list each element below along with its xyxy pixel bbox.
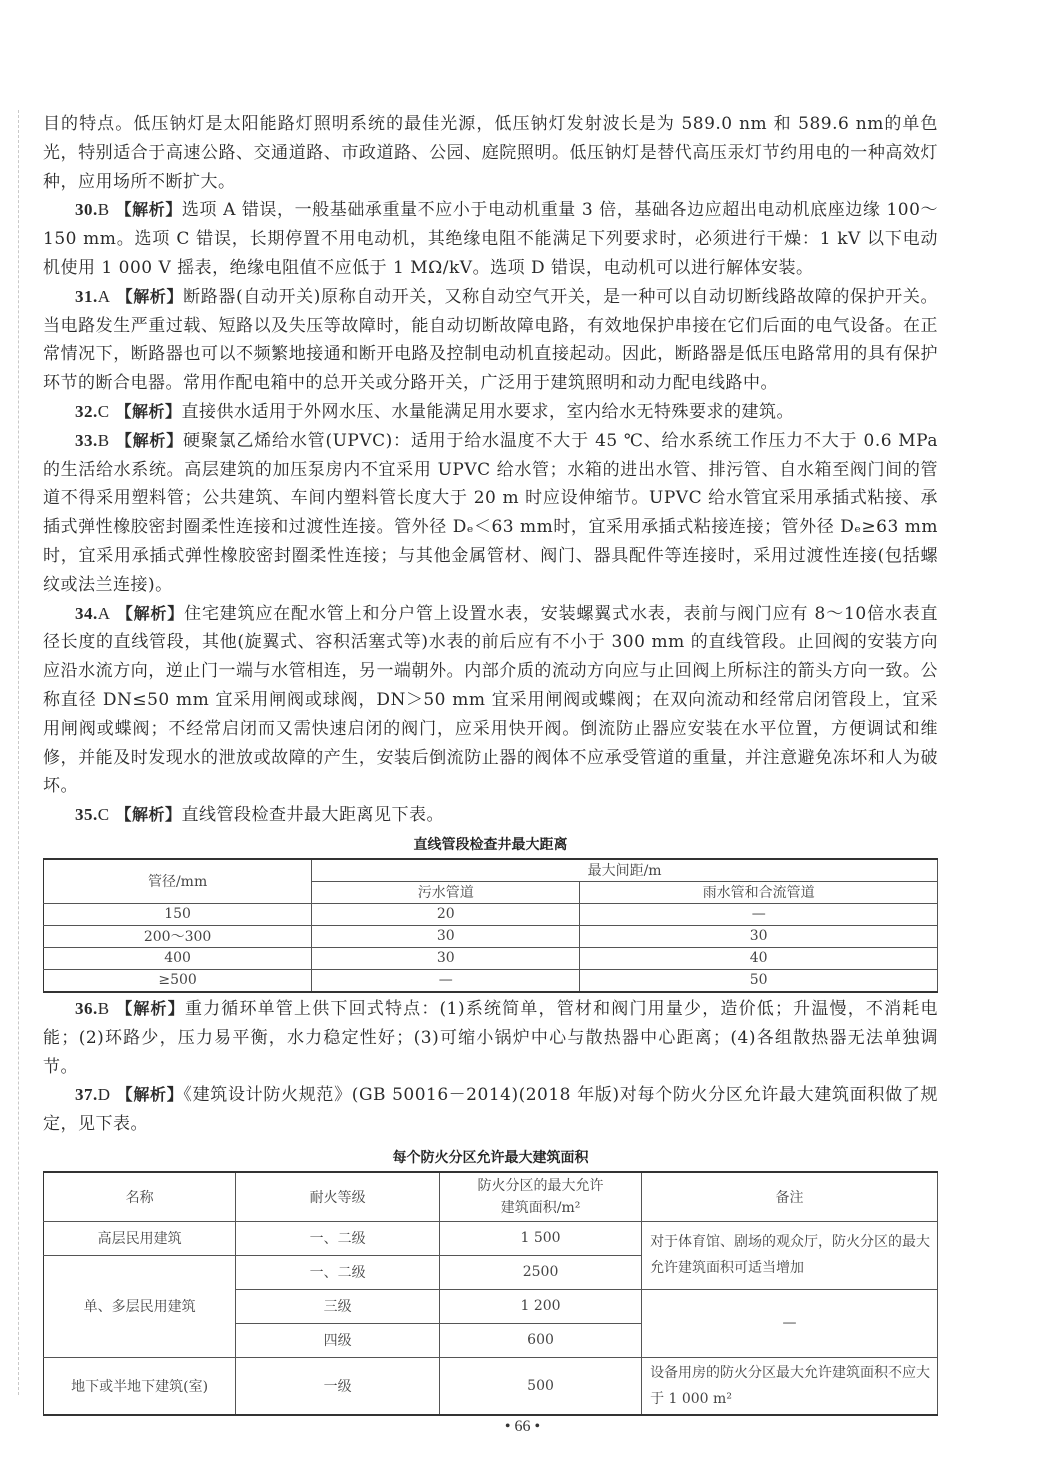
table-title-fire-compartment: 每个防火分区允许最大建筑面积 xyxy=(392,1149,589,1166)
page-content xyxy=(43,110,938,1416)
cell-note: — xyxy=(642,1289,938,1357)
question-number: 36. xyxy=(75,998,98,1018)
answer-letter: A xyxy=(97,286,111,306)
analysis-tag: 【解析】 xyxy=(115,805,182,825)
margin-guide-line xyxy=(18,110,19,1395)
analysis-tag: 【解析】 xyxy=(115,200,182,220)
header-notes: 备注 xyxy=(642,1172,938,1222)
table-row xyxy=(44,1357,938,1415)
cell-sewage: 20 xyxy=(312,903,580,925)
analysis-text: 直线管段检查井最大距离见下表。 xyxy=(181,805,445,826)
cell-area: 1 500 xyxy=(440,1221,642,1255)
answer-letter: B xyxy=(97,430,110,450)
analysis-text: 硬聚氯乙烯给水管(UPVC)：适用于给水温度不大于 45 ℃、给水系统工作压力不大于 0.6 MPa 的生活给水系统。高层建筑的加压泵房内不宜采用 UPVC 给水管；水箱的进出水管、排污管、自水箱至阀门间的管道不得采用塑料管；公共建筑、车间内塑料管长度大于 20 m 时应设伸缩节。UPVC 给水管宜采用承插式粘接、承插式弹性橡胶密封圈柔性连接和过渡性连接。管外径 Dₑ＜63 mm时，宜采用承插式粘接连接；管外径 Dₑ≥63 mm 时，宜采用承插式弹性橡胶密封圈柔性连接；与其他金属管材、阀门、器具配件等连接时，采用过渡性连接(包括螺纹或法兰连接)。 xyxy=(43,430,938,595)
header-max-area-line1: 防火分区的最大允许 xyxy=(477,1177,604,1194)
analysis-tag: 【解析】 xyxy=(115,430,184,450)
page-number: • 66 • xyxy=(504,1418,541,1435)
question-number: 32. xyxy=(75,401,98,421)
answer-36 xyxy=(43,995,938,1081)
paragraph-continuation: 目的特点。低压钠灯是太阳能路灯照明系统的最佳光源，低压钠灯发射波长是为 589.0 nm 和 589.6 nm的单色光，特别适合于高速公路、交通道路、市政道路、公园、庭院照明。低压钠灯是替代高压汞灯节约用电的一种高效灯种，应用场所不断扩大。 xyxy=(43,114,938,192)
analysis-text: 断路器(自动开关)原称自动开关，又称自动空气开关，是一种可以自动切断线路故障的保护开关。当电路发生严重过载、短路以及失压等故障时，能自动切断故障电路，有效地保护串接在它们后面的电气设备。在正常情况下，断路器也可以不频繁地接通和断开电路及控制电动机直接起动。因此，断路器是低压电路常用的具有保护环节的断合电器。常用作配电箱中的总开关或分路开关，广泛用于建筑照明和动力配电线路中。 xyxy=(43,286,938,394)
cell-grade: 四级 xyxy=(236,1323,440,1357)
cell-sewage: 30 xyxy=(312,947,580,969)
answer-34 xyxy=(43,600,938,802)
question-number: 34. xyxy=(75,603,98,623)
cell-rain: 40 xyxy=(580,947,938,969)
cell-rain: — xyxy=(580,903,938,925)
cell-diameter: 400 xyxy=(44,947,312,969)
cell-rain: 50 xyxy=(580,969,938,992)
header-rain-combined-pipe: 雨水管和合流管道 xyxy=(580,881,938,903)
analysis-tag: 【解析】 xyxy=(115,401,182,421)
analysis-tag: 【解析】 xyxy=(116,603,185,623)
table-header-row xyxy=(44,1172,938,1222)
header-sewage-pipe: 污水管道 xyxy=(312,881,580,903)
header-fire-grade: 耐火等级 xyxy=(236,1172,440,1222)
analysis-tag: 【解析】 xyxy=(116,998,185,1018)
cell-area: 2500 xyxy=(440,1255,642,1289)
table-row xyxy=(44,947,938,969)
table-row xyxy=(44,903,938,925)
cell-area: 600 xyxy=(440,1323,642,1357)
cell-diameter: 200～300 xyxy=(44,925,312,947)
cell-name: 高层民用建筑 xyxy=(44,1221,236,1255)
answer-37 xyxy=(43,1081,938,1139)
answer-letter: A xyxy=(97,603,111,623)
cell-sewage: 30 xyxy=(312,925,580,947)
cell-name: 单、多层民用建筑 xyxy=(44,1255,236,1357)
answer-33 xyxy=(43,427,938,600)
answer-letter: D xyxy=(97,1085,111,1105)
answer-35 xyxy=(43,801,938,830)
answer-31 xyxy=(43,283,938,398)
analysis-tag: 【解析】 xyxy=(116,286,184,306)
cell-note: 设备用房的防火分区最大允许建筑面积不应大于 1 000 m² xyxy=(642,1357,938,1415)
cell-grade: 一级 xyxy=(236,1357,440,1415)
answer-letter: C xyxy=(97,401,110,421)
analysis-text: 《建筑设计防火规范》(GB 50016－2014)(2018 年版)对每个防火分区允许最大建筑面积做了规定，见下表。 xyxy=(43,1085,939,1135)
question-number: 30. xyxy=(75,200,98,220)
cell-sewage: — xyxy=(312,969,580,992)
fire-compartment-area-table xyxy=(43,1171,938,1416)
cell-diameter: 150 xyxy=(44,903,312,925)
analysis-text: 直接供水适用于外网水压、水量能满足用水要求，室内给水无特殊要求的建筑。 xyxy=(181,401,795,422)
analysis-tag: 【解析】 xyxy=(116,1085,184,1105)
header-max-area xyxy=(440,1172,642,1222)
cell-note: 对于体育馆、剧场的观众厅，防火分区的最大允许建筑面积可适当增加 xyxy=(642,1221,938,1289)
question-number: 35. xyxy=(75,805,98,825)
cell-rain: 30 xyxy=(580,925,938,947)
analysis-text: 住宅建筑应在配水管上和分户管上设置水表，安装螺翼式水表，表前与阀门应有 8～10倍水表直径长度的直线管段，其他(旋翼式、容积活塞式等)水表的前后应有不小于 300 mm 的直线管段。止回阀的安装方向应沿水流方向，逆止门一端与水管相连，另一端朝外。内部介质的流动方向应与止回阀上所标注的箭头方向一致。公称直径 DN≤50 mm 宜采用闸阀或球阀，DN＞50 mm 宜采用闸阀或蝶阀；在双向流动和经常启闭管段上，宜采用闸阀或蝶阀；不经常启闭而又需快速启闭的阀门，应采用快开阀。倒流防止器应安装在水平位置，方便调试和维修，并能及时发现水的泄放或故障的产生，安装后倒流防止器的阀体不应承受管道的重量，并注意避免冻坏和人为破坏。 xyxy=(43,603,938,797)
table-row xyxy=(44,925,938,947)
cell-grade: 一、二级 xyxy=(236,1255,440,1289)
answer-30 xyxy=(43,196,938,282)
answer-letter: C xyxy=(97,805,110,825)
analysis-text: 选项 A 错误，一般基础承重量不应小于电动机重量 3 倍，基础各边应超出电动机底座边缘 100～150 mm。选项 C 错误，长期停置不用电动机，其绝缘电阻不能满足下列要求时，必须进行干燥：1 kV 以下电动机使用 1 000 V 摇表，绝缘电阻值不应低于 1 MΩ/kV。选项 D 错误，电动机可以进行解体安装。 xyxy=(43,200,938,278)
cell-area: 500 xyxy=(440,1357,642,1415)
cell-diameter: ≥500 xyxy=(44,969,312,992)
answer-32 xyxy=(43,398,938,427)
cell-area: 1 200 xyxy=(440,1289,642,1323)
question-number: 37. xyxy=(75,1085,98,1105)
table-title-inspection-well: 直线管段检查井最大距离 xyxy=(413,836,568,853)
answer-letter: B xyxy=(97,200,110,220)
header-pipe-diameter: 管径/mm xyxy=(44,859,312,904)
header-name: 名称 xyxy=(44,1172,236,1222)
table-row xyxy=(44,969,938,992)
question-number: 31. xyxy=(75,286,98,306)
analysis-text: 重力循环单管上供下回式特点：(1)系统简单，管材和阀门用量少，造价低；升温慢，不消耗电能；(2)环路少，压力易平衡，水力稳定性好；(3)可缩小锅炉中心与散热器中心距离；(4)各组散热器无法单独调节。 xyxy=(43,998,938,1077)
cell-grade: 三级 xyxy=(236,1289,440,1323)
cell-name: 地下或半地下建筑(室) xyxy=(44,1357,236,1415)
cell-grade: 一、二级 xyxy=(236,1221,440,1255)
table-header-row xyxy=(44,859,938,882)
header-max-spacing: 最大间距/m xyxy=(312,859,938,882)
header-max-area-line2: 建筑面积/m² xyxy=(500,1199,581,1216)
answer-letter: B xyxy=(97,998,110,1018)
table-row xyxy=(44,1221,938,1255)
question-number: 33. xyxy=(75,430,98,450)
inspection-well-distance-table xyxy=(43,858,938,993)
